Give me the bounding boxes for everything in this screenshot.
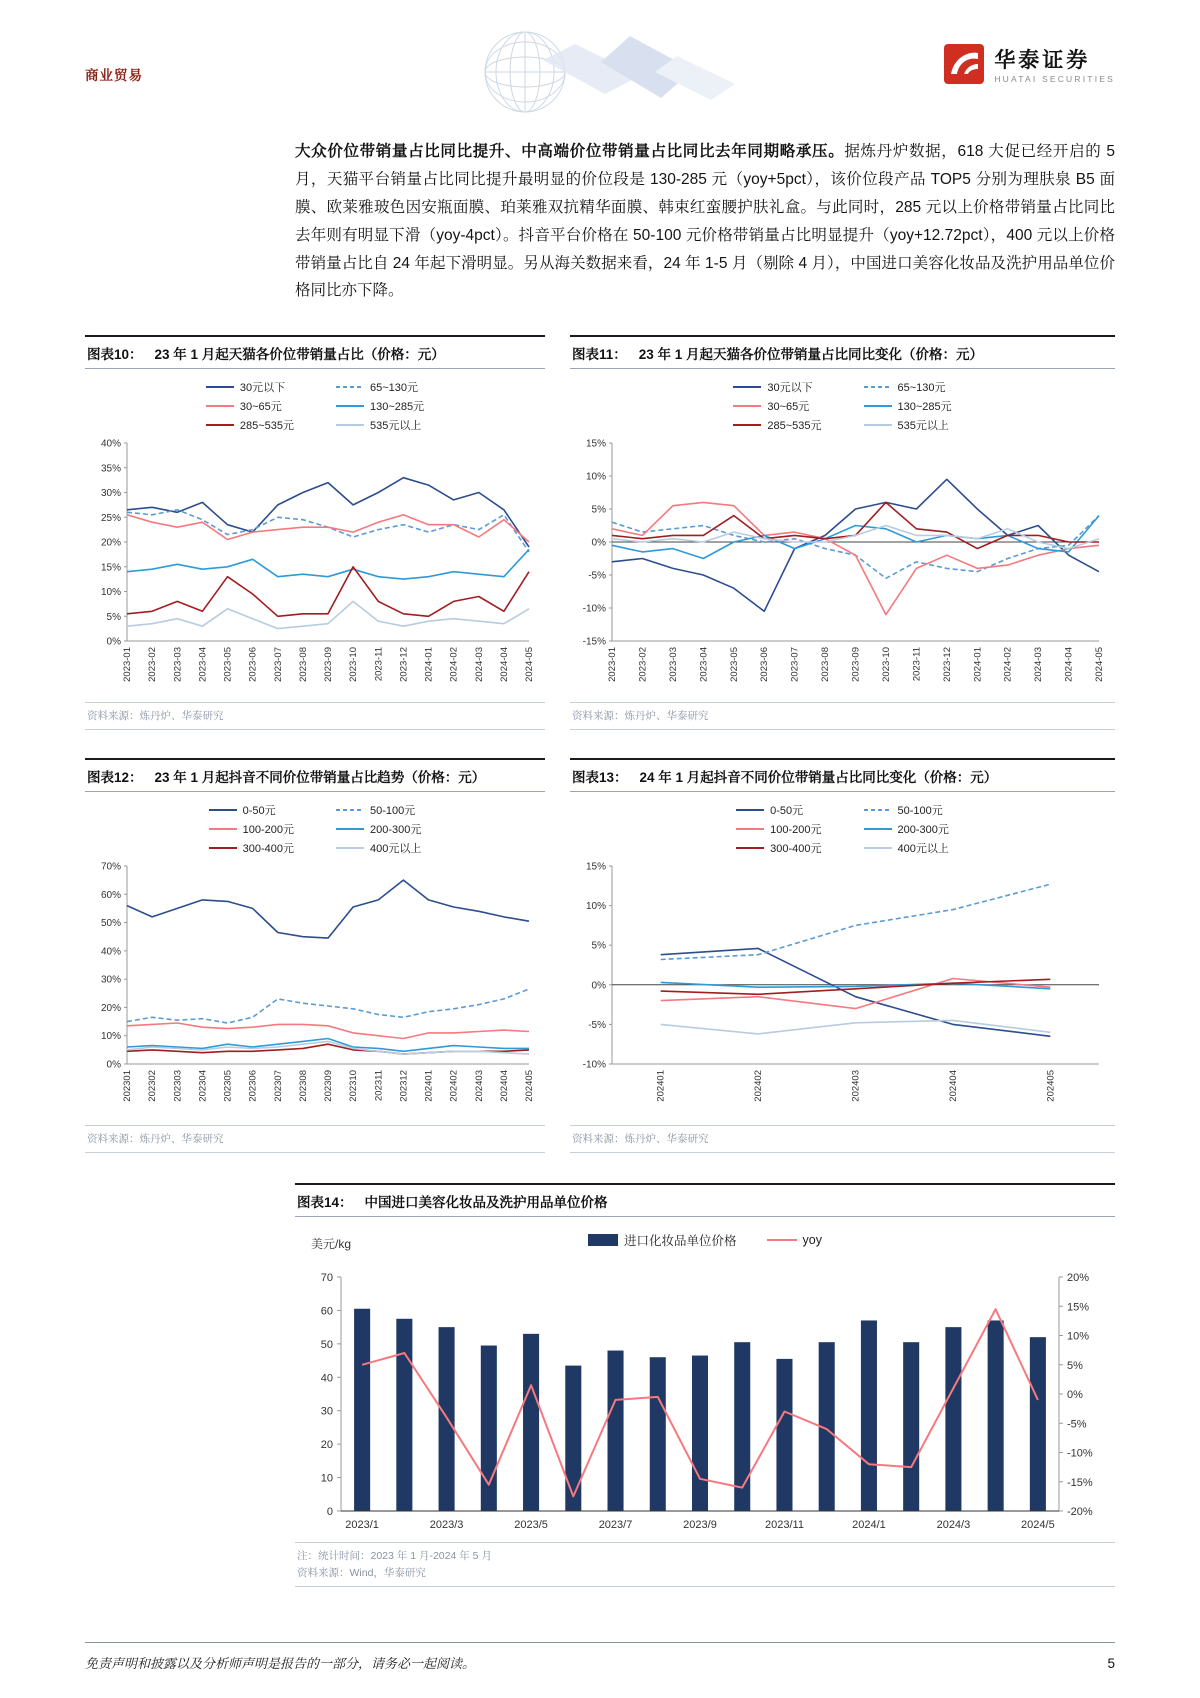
svg-text:2023-03: 2023-03 — [172, 647, 184, 683]
page-footer — [85, 1642, 1115, 1672]
legend-line-swatch — [736, 805, 764, 815]
legend-line-swatch — [209, 843, 237, 853]
svg-text:2023-11: 2023-11 — [911, 647, 923, 682]
legend-label: 400元以上 — [897, 843, 949, 856]
legend-line-swatch — [733, 382, 761, 392]
figure-caption-label: 图表11： — [572, 347, 627, 363]
legend-item — [736, 802, 821, 818]
brand-subtitle: HUATAI SECURITIES — [994, 73, 1115, 84]
svg-text:2023-10: 2023-10 — [348, 647, 360, 683]
legend-line-swatch — [336, 401, 364, 411]
svg-text:2024/5: 2024/5 — [1021, 1519, 1055, 1532]
svg-text:25%: 25% — [100, 513, 121, 525]
legend-item — [767, 1233, 822, 1247]
svg-text:202304: 202304 — [197, 1070, 209, 1103]
figure-source: 资料来源：炼丹炉、华泰研究 — [570, 702, 1115, 730]
figure-caption — [295, 1185, 1115, 1217]
svg-text:-5%: -5% — [588, 570, 606, 582]
svg-text:202308: 202308 — [297, 1070, 309, 1103]
page-header — [85, 0, 1115, 118]
legend-line-swatch — [336, 420, 364, 430]
svg-text:2023-07: 2023-07 — [789, 647, 801, 683]
chart-canvas-fig11 — [570, 435, 1111, 697]
svg-text:202402: 202402 — [448, 1070, 460, 1103]
legend-label: 0-50元 — [770, 805, 804, 818]
svg-text:15%: 15% — [1067, 1301, 1090, 1314]
figure-note: 注：统计时间：2023 年 1 月-2024 年 5 月 — [295, 1542, 1115, 1563]
svg-text:2023-03: 2023-03 — [667, 647, 679, 683]
legend-label: 285~535元 — [239, 420, 294, 433]
svg-text:2024-05: 2024-05 — [1094, 647, 1105, 683]
legend-label: 285~535元 — [767, 420, 822, 433]
svg-text:2023-07: 2023-07 — [272, 647, 284, 683]
huatai-logo-icon — [944, 44, 984, 89]
legend-label: 535元以上 — [897, 420, 949, 433]
svg-text:10%: 10% — [100, 1031, 121, 1043]
figure-caption — [85, 760, 545, 792]
svg-text:0%: 0% — [106, 636, 121, 648]
figure-source: 资料来源：炼丹炉、华泰研究 — [570, 1125, 1115, 1153]
figure-chart-area — [570, 369, 1115, 702]
legend-item — [733, 379, 821, 395]
legend-label: 30~65元 — [239, 401, 282, 414]
legend-item — [864, 398, 952, 414]
legend-label: 65~130元 — [897, 382, 946, 395]
figure-caption-title: 24 年 1 月起抖音不同价位带销量占比同比变化（价格：元） — [639, 770, 998, 786]
svg-text:2023-09: 2023-09 — [850, 647, 862, 683]
legend-item — [206, 379, 294, 395]
legend-label: 200-300元 — [370, 824, 422, 837]
legend-item — [588, 1231, 737, 1249]
legend-item — [736, 840, 821, 856]
legend-item — [336, 379, 424, 395]
figure-fig10 — [85, 335, 545, 730]
legend-label: 30~65元 — [767, 401, 810, 414]
svg-text:15%: 15% — [585, 861, 606, 873]
svg-text:10%: 10% — [1067, 1330, 1090, 1343]
svg-text:50%: 50% — [100, 918, 121, 930]
svg-text:30: 30 — [320, 1406, 333, 1419]
legend-line-swatch — [767, 1234, 797, 1246]
svg-text:202310: 202310 — [348, 1070, 360, 1103]
svg-text:2023-04: 2023-04 — [698, 647, 710, 683]
bar-2024/5 — [1030, 1338, 1046, 1512]
legend-line-swatch — [864, 382, 892, 392]
legend-label: 100-200元 — [242, 824, 294, 837]
figure-source: 资料来源：炼丹炉、华泰研究 — [85, 1125, 545, 1153]
figure-legend-row — [295, 1229, 1115, 1259]
legend-label: 进口化妆品单位价格 — [624, 1234, 737, 1249]
bar-2023/7 — [608, 1351, 624, 1511]
legend-line-swatch — [336, 382, 364, 392]
svg-text:20%: 20% — [100, 537, 121, 549]
figure-caption — [85, 337, 545, 369]
chart-legend — [85, 379, 545, 433]
figure-source: 资料来源：炼丹炉、华泰研究 — [85, 702, 545, 730]
legend-line-swatch — [209, 805, 237, 815]
figure-caption-label: 图表12： — [87, 770, 143, 786]
bar-2023/8 — [650, 1358, 666, 1512]
bar-2023/11 — [776, 1359, 792, 1511]
legend-item — [864, 802, 949, 818]
svg-text:70: 70 — [320, 1272, 333, 1285]
svg-text:2023-05: 2023-05 — [728, 647, 740, 683]
svg-text:-5%: -5% — [1067, 1418, 1087, 1431]
svg-text:60%: 60% — [100, 890, 121, 902]
legend-line-swatch — [736, 824, 764, 834]
axis-unit-label: 美元/kg — [311, 1237, 352, 1252]
legend-item — [336, 802, 421, 818]
svg-text:20%: 20% — [100, 1003, 121, 1015]
svg-text:2023-08: 2023-08 — [820, 647, 832, 683]
legend-label: 30元以下 — [767, 382, 813, 395]
legend-line-swatch — [206, 401, 234, 411]
svg-text:202403: 202403 — [473, 1070, 485, 1103]
svg-text:2023-02: 2023-02 — [637, 647, 649, 683]
svg-text:-15%: -15% — [1067, 1477, 1093, 1490]
figure-caption-title: 中国进口美容化妆品及洗护用品单位价格 — [364, 1195, 608, 1211]
svg-text:50: 50 — [320, 1339, 333, 1352]
paragraph-text — [295, 138, 1115, 305]
legend-item — [736, 821, 821, 837]
charts-grid — [85, 335, 1115, 1153]
svg-text:2024-02: 2024-02 — [448, 647, 460, 683]
legend-line-swatch — [864, 843, 892, 853]
bar-2024/1 — [861, 1321, 877, 1512]
legend-item — [864, 840, 949, 856]
legend-label: 100-200元 — [770, 824, 822, 837]
legend-label: 50-100元 — [897, 805, 943, 818]
svg-text:0: 0 — [326, 1506, 333, 1519]
category-label: 商业贸易 — [85, 68, 143, 83]
svg-text:40%: 40% — [100, 946, 121, 958]
svg-text:0%: 0% — [591, 980, 606, 992]
legend-item — [336, 398, 424, 414]
legend-line-swatch — [733, 420, 761, 430]
svg-text:2023-08: 2023-08 — [297, 647, 309, 683]
svg-text:2024-03: 2024-03 — [1033, 647, 1045, 683]
legend-item — [206, 417, 294, 433]
svg-text:202306: 202306 — [247, 1070, 259, 1103]
legend-line-swatch — [864, 824, 892, 834]
svg-text:5%: 5% — [1067, 1360, 1083, 1373]
svg-text:2024-05: 2024-05 — [524, 647, 535, 683]
svg-text:202309: 202309 — [323, 1070, 334, 1103]
legend-line-swatch — [209, 824, 237, 834]
legend-line-swatch — [206, 382, 234, 392]
figure-fig11 — [570, 335, 1115, 730]
figure-caption-label: 图表13： — [572, 770, 628, 786]
legend-item — [336, 840, 421, 856]
figure-fig14 — [295, 1183, 1115, 1587]
chart-legend — [295, 1231, 1115, 1249]
chart-canvas-fig13 — [570, 858, 1111, 1120]
paragraph-body: 据炼丹炉数据，618 大促已经开启的 5 月，天猫平台销量占比同比提升最明显的价位段是 130-285 元（yoy+5pct），该价位段产品 TOP5 分别为理肤泉 B5 面膜、欧莱雅玻色因安瓶面膜、珀莱雅双抗精华面膜、韩束红蛮腰护肤礼盒。与此同时，285 元以上价格带销量占比同比去年则有明显下滑（yoy-4pct）。抖音平台价格在 50-100 元价格带销量占比明显提升（yoy+12.72pct），400 元以上价格带销量占比自 24 年起下滑明显。另从海关数据来看，24 年 1-5 月（剔除 4 月），中国进口美容化妆品及洗护用品单位价格同比亦下降。 — [295, 143, 1115, 300]
bar-2024/4 — [988, 1321, 1004, 1512]
disclaimer-text: 免责声明和披露以及分析师声明是报告的一部分，请务必一起阅读。 — [85, 1656, 476, 1671]
figure-caption-title: 23 年 1 月起天猫各价位带销量占比（价格：元） — [154, 347, 445, 363]
svg-text:202302: 202302 — [147, 1070, 159, 1103]
legend-line-swatch — [336, 805, 364, 815]
svg-text:10%: 10% — [585, 471, 606, 483]
svg-text:2023-11: 2023-11 — [373, 647, 385, 682]
svg-text:-10%: -10% — [582, 603, 606, 615]
svg-text:202301: 202301 — [122, 1070, 133, 1103]
svg-text:0%: 0% — [1067, 1389, 1083, 1402]
brand-name: 华泰证券 — [994, 49, 1091, 73]
legend-item — [336, 417, 424, 433]
summary-paragraph — [295, 138, 1115, 305]
legend-item — [864, 417, 952, 433]
svg-text:2024-01: 2024-01 — [972, 647, 984, 683]
svg-text:30%: 30% — [100, 488, 121, 500]
chart-legend — [570, 379, 1115, 433]
svg-text:15%: 15% — [100, 562, 121, 574]
svg-text:2023/11: 2023/11 — [764, 1519, 804, 1532]
legend-item — [209, 802, 294, 818]
chart-legend — [570, 802, 1115, 856]
svg-text:70%: 70% — [100, 861, 121, 873]
svg-text:2023-10: 2023-10 — [880, 647, 892, 683]
bar-2024/2 — [903, 1343, 919, 1512]
svg-text:2023-01: 2023-01 — [122, 647, 133, 683]
svg-text:2023/3: 2023/3 — [429, 1519, 464, 1532]
chart-canvas-fig14 — [295, 1267, 1111, 1537]
svg-text:202311: 202311 — [373, 1070, 385, 1102]
legend-bar-swatch — [588, 1234, 618, 1246]
svg-text:10: 10 — [320, 1472, 333, 1485]
figure-fig13 — [570, 758, 1115, 1153]
svg-text:-20%: -20% — [1067, 1506, 1093, 1519]
legend-item — [209, 840, 294, 856]
legend-item — [733, 398, 821, 414]
svg-text:2023-05: 2023-05 — [222, 647, 234, 683]
figure-caption — [570, 760, 1115, 792]
legend-item — [209, 821, 294, 837]
svg-text:202303: 202303 — [172, 1070, 184, 1103]
legend-label: 300-400元 — [242, 843, 294, 856]
svg-text:40%: 40% — [100, 438, 121, 450]
legend-label: 130~285元 — [370, 401, 425, 414]
svg-text:202305: 202305 — [222, 1070, 234, 1103]
svg-text:202405: 202405 — [1045, 1070, 1057, 1103]
svg-text:15%: 15% — [585, 438, 606, 450]
svg-text:20%: 20% — [1067, 1272, 1090, 1285]
svg-text:2023-06: 2023-06 — [759, 647, 771, 683]
legend-line-swatch — [206, 420, 234, 430]
figure-caption-label: 图表10： — [87, 347, 143, 363]
svg-text:0%: 0% — [591, 537, 606, 549]
svg-text:202307: 202307 — [272, 1070, 284, 1103]
figure-14-wrap — [295, 1183, 1115, 1587]
legend-line-swatch — [336, 843, 364, 853]
legend-label: 30元以下 — [239, 382, 286, 395]
svg-text:202401: 202401 — [423, 1070, 435, 1103]
legend-item — [864, 821, 949, 837]
bar-2023/4 — [481, 1346, 497, 1511]
svg-text:2023-12: 2023-12 — [398, 647, 410, 683]
svg-text:2024-04: 2024-04 — [498, 647, 510, 683]
chart-canvas-fig12 — [85, 858, 541, 1120]
svg-text:2023-09: 2023-09 — [323, 647, 334, 683]
legend-line-swatch — [733, 401, 761, 411]
svg-text:202404: 202404 — [947, 1070, 959, 1103]
svg-text:2024-03: 2024-03 — [473, 647, 485, 683]
figure-source: 资料来源：Wind，华泰研究 — [295, 1563, 1115, 1587]
svg-text:35%: 35% — [100, 463, 121, 475]
svg-text:-10%: -10% — [582, 1059, 606, 1071]
paragraph-lead-bold: 大众价位带销量占比同比提升、中高端价位带销量占比同比去年同期略承压。 — [295, 143, 845, 160]
legend-item — [206, 398, 294, 414]
legend-label: 0-50元 — [242, 805, 276, 818]
svg-text:-10%: -10% — [1067, 1447, 1093, 1460]
svg-text:10%: 10% — [585, 901, 606, 913]
globe-decoration — [425, 26, 755, 122]
legend-line-swatch — [864, 420, 892, 430]
svg-text:40: 40 — [320, 1372, 333, 1385]
figure-caption-title: 23 年 1 月起抖音不同价位带销量占比趋势（价格：元） — [154, 770, 486, 786]
svg-text:2023-06: 2023-06 — [247, 647, 259, 683]
bar-2023/6 — [565, 1366, 581, 1511]
chart-legend — [85, 802, 545, 856]
legend-item — [733, 417, 821, 433]
svg-text:2024-02: 2024-02 — [1002, 647, 1014, 683]
svg-text:2023-12: 2023-12 — [941, 647, 953, 683]
svg-text:10%: 10% — [100, 587, 121, 599]
svg-text:2024/1: 2024/1 — [852, 1519, 886, 1532]
svg-text:202404: 202404 — [498, 1070, 510, 1103]
legend-line-swatch — [864, 805, 892, 815]
svg-text:202402: 202402 — [753, 1070, 765, 1103]
svg-text:2023/9: 2023/9 — [683, 1519, 717, 1532]
svg-text:5%: 5% — [591, 504, 606, 516]
svg-text:2024/3: 2024/3 — [936, 1519, 971, 1532]
figure-chart-area — [295, 1259, 1115, 1542]
legend-label: yoy — [802, 1233, 822, 1248]
svg-text:2023/1: 2023/1 — [345, 1519, 379, 1532]
figure-chart-area — [85, 369, 545, 702]
svg-text:0%: 0% — [106, 1059, 121, 1071]
legend-line-swatch — [336, 824, 364, 834]
legend-label: 535元以上 — [370, 420, 422, 433]
legend-item — [864, 379, 952, 395]
legend-item — [336, 821, 421, 837]
svg-text:2023-01: 2023-01 — [607, 647, 618, 683]
legend-label: 130~285元 — [897, 401, 952, 414]
legend-label: 50-100元 — [370, 805, 416, 818]
svg-text:2024-04: 2024-04 — [1063, 647, 1075, 683]
svg-text:5%: 5% — [591, 941, 606, 953]
brand-text — [994, 49, 1115, 83]
figure-caption-title: 23 年 1 月起天猫各价位带销量占比同比变化（价格：元） — [638, 347, 984, 363]
page-number: 5 — [1107, 1656, 1115, 1671]
svg-text:60: 60 — [320, 1305, 333, 1318]
legend-label: 300-400元 — [770, 843, 822, 856]
bar-2023/9 — [692, 1356, 708, 1511]
legend-label: 65~130元 — [370, 382, 419, 395]
bar-2023/2 — [396, 1319, 412, 1511]
bar-2024/3 — [945, 1327, 961, 1511]
svg-text:-15%: -15% — [582, 636, 606, 648]
figure-caption — [570, 337, 1115, 369]
svg-text:5%: 5% — [106, 612, 121, 624]
svg-text:202403: 202403 — [850, 1070, 862, 1103]
svg-text:2023-04: 2023-04 — [197, 647, 209, 683]
legend-line-swatch — [736, 843, 764, 853]
svg-text:2023-02: 2023-02 — [147, 647, 159, 683]
legend-line-swatch — [864, 401, 892, 411]
figure-fig12 — [85, 758, 545, 1153]
huatai-logo — [944, 44, 1115, 89]
svg-text:202312: 202312 — [398, 1070, 410, 1103]
figure-chart-area — [570, 792, 1115, 1125]
svg-text:30%: 30% — [100, 974, 121, 986]
bar-2023/5 — [523, 1334, 539, 1511]
bar-2023/1 — [354, 1309, 370, 1511]
figure-chart-area — [85, 792, 545, 1125]
svg-text:202401: 202401 — [655, 1070, 667, 1103]
svg-text:-5%: -5% — [588, 1020, 606, 1032]
legend-label: 200-300元 — [897, 824, 949, 837]
svg-text:2024-01: 2024-01 — [423, 647, 435, 683]
chart-canvas-fig10 — [85, 435, 541, 697]
svg-text:20: 20 — [320, 1439, 333, 1452]
svg-text:202405: 202405 — [524, 1070, 535, 1103]
svg-text:2023/5: 2023/5 — [514, 1519, 548, 1532]
figure-caption-label: 图表14： — [297, 1195, 353, 1211]
legend-label: 400元以上 — [370, 843, 422, 856]
svg-text:2023/7: 2023/7 — [598, 1519, 633, 1532]
